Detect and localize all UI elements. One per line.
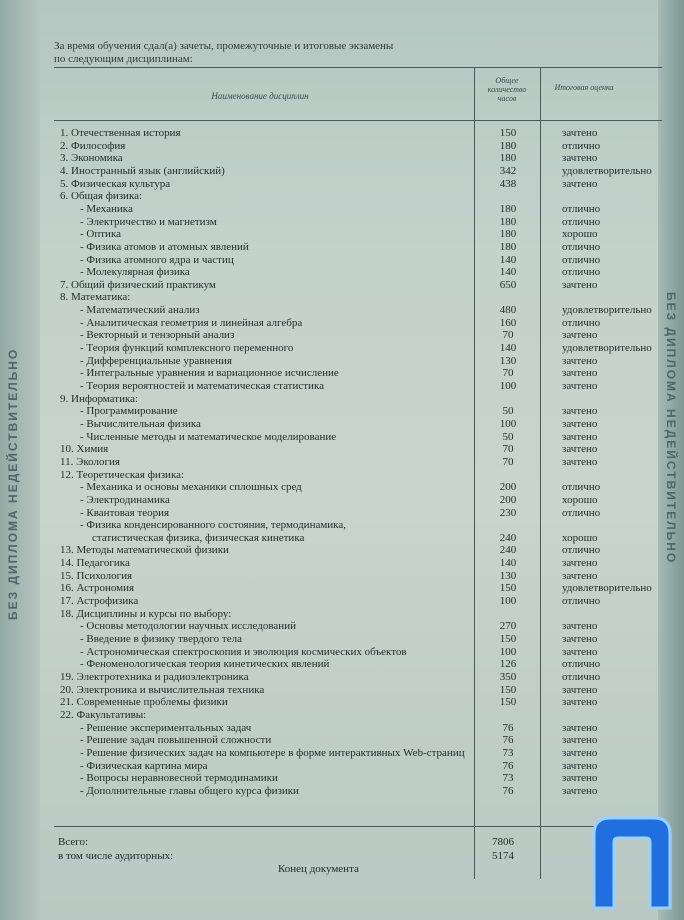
table-row [0,595,684,608]
discipline-grade: зачтено [562,405,598,417]
discipline-name: 20. Электроника и вычислительная техника [60,684,265,696]
discipline-grade: зачтено [562,355,598,367]
discipline-grade: зачтено [562,620,598,632]
table-row [0,342,684,355]
discipline-hours: 140 [499,342,517,354]
discipline-name: 14. Педагогика [60,557,130,569]
discipline-hours: 150 [499,127,517,139]
table-row [0,785,684,798]
discipline-hours: 100 [499,646,517,658]
discipline-grade: хорошо [562,532,598,544]
discipline-grade: зачтено [562,456,598,468]
auditory-label: в том числе аудиторных: [58,850,174,862]
discipline-hours: 438 [499,178,517,190]
discipline-grade: зачтено [562,722,598,734]
header-grade: Итоговая оценка [554,83,614,92]
discipline-name: - Физика атомного ядра и частиц [80,254,234,266]
discipline-grade: зачтено [562,684,598,696]
discipline-name: статистическая физика, физическая кинетика [92,532,305,544]
discipline-grade: отлично [562,254,601,266]
discipline-name: 10. Химия [60,443,109,455]
discipline-name: 13. Методы математической физики [60,544,229,556]
discipline-name: - Вычислительная физика [80,418,201,430]
discipline-hours: 270 [499,620,517,632]
table-row [0,367,684,380]
discipline-name: 5. Физическая культура [60,178,171,190]
table-row [0,456,684,469]
discipline-hours: 200 [499,494,517,506]
discipline-hours: 200 [499,481,517,493]
table-row [0,241,684,254]
table-row [0,380,684,393]
discipline-grade: отлично [562,671,601,683]
discipline-name: 16. Астрономия [60,582,135,594]
logo-shape [594,818,670,908]
discipline-name: 2. Философия [60,140,126,152]
discipline-grade: отлично [562,658,601,670]
table-header-rule [54,120,662,121]
discipline-grade: отлично [562,241,601,253]
side-text-right: БЕЗ ДИПЛОМА НЕДЕЙСТВИТЕЛЬНО [664,292,678,565]
table-row [0,772,684,785]
auditory-value: 5174 [492,850,514,862]
table-row [0,481,684,494]
discipline-grade: отлично [562,317,601,329]
discipline-name: - Квантовая теория [80,507,170,519]
discipline-hours: 130 [499,570,517,582]
discipline-name: - Численные методы и математическое моделирование [80,431,337,443]
discipline-hours: 180 [499,140,517,152]
discipline-name: - Интегральные уравнения и вариационное исчисление [80,367,339,379]
discipline-hours: 160 [499,317,517,329]
table-row [0,443,684,456]
table-row [0,405,684,418]
discipline-name: - Электродинамика [80,494,170,506]
discipline-hours: 100 [499,595,517,607]
discipline-name: - Физическая картина мира [80,760,208,772]
discipline-name: - Программирование [80,405,178,417]
discipline-name: 8. Математика: [60,291,131,303]
table-row [0,709,684,722]
discipline-grade: удовлетворительно [562,304,652,316]
discipline-hours: 180 [499,152,517,164]
discipline-hours: 76 [502,734,514,746]
discipline-name: - Векторный и тензорный анализ [80,329,235,341]
discipline-hours: 140 [499,557,517,569]
discipline-grade: зачтено [562,367,598,379]
table-row [0,127,684,140]
discipline-name: 12. Теоретическая физика: [60,469,185,481]
table-row [0,696,684,709]
discipline-name: - Электричество и магнетизм [80,216,217,228]
discipline-hours: 240 [499,544,517,556]
discipline-grade: зачтено [562,380,598,392]
discipline-hours: 70 [502,456,514,468]
table-row [0,291,684,304]
discipline-grade: удовлетворительно [562,342,652,354]
discipline-name: - Дифференциальные уравнения [80,355,232,367]
discipline-name: 18. Дисциплины и курсы по выбору: [60,608,232,620]
discipline-grade: удовлетворительно [562,165,652,177]
discipline-name: - Аналитическая геометрия и линейная алгебра [80,317,303,329]
discipline-grade: отлично [562,203,601,215]
discipline-grade: зачтено [562,152,598,164]
discipline-grade: зачтено [562,279,598,291]
discipline-name: 4. Иностранный язык (английский) [60,165,225,177]
end-of-document: Конец документа [278,863,359,875]
discipline-hours: 76 [502,760,514,772]
table-row [0,633,684,646]
discipline-hours: 150 [499,684,517,696]
discipline-grade: зачтено [562,178,598,190]
discipline-hours: 70 [502,329,514,341]
discipline-grade: зачтено [562,734,598,746]
table-row [0,734,684,747]
discipline-hours: 150 [499,633,517,645]
discipline-name: - Основы методологии научных исследований [80,620,296,632]
table-row [0,747,684,760]
intro-text [54,40,393,66]
discipline-grade: зачтено [562,443,598,455]
discipline-grade: зачтено [562,557,598,569]
discipline-name: 7. Общий физический практикум [60,279,216,291]
discipline-name: - Дополнительные главы общего курса физики [80,785,299,797]
discipline-hours: 180 [499,241,517,253]
discipline-grade: зачтено [562,570,598,582]
discipline-hours: 70 [502,367,514,379]
discipline-grade: удовлетворительно [562,582,652,594]
discipline-hours: 180 [499,228,517,240]
discipline-name: - Астрономическая спектроскопия и эволюция космических объектов [80,646,407,658]
discipline-grade: зачтено [562,127,598,139]
table-row [0,494,684,507]
discipline-name: 11. Экология [60,456,120,468]
discipline-name: - Решение экспериментальных задач [80,722,252,734]
table-row [0,203,684,216]
table-row [0,671,684,684]
discipline-name: - Механика и основы механики сплошных сред [80,481,302,493]
table-row [0,418,684,431]
table-row [0,620,684,633]
table-row [0,544,684,557]
table-row [0,557,684,570]
header-discipline: Наименование дисциплин [211,91,309,101]
discipline-grade: зачтено [562,696,598,708]
discipline-grade: хорошо [562,228,598,240]
discipline-name: - Вопросы неравновесной термодинамики [80,772,278,784]
discipline-name: - Механика [80,203,133,215]
discipline-grade: зачтено [562,785,598,797]
table-row [0,190,684,203]
discipline-grade: зачтено [562,418,598,430]
discipline-hours: 50 [502,431,514,443]
discipline-hours: 350 [499,671,517,683]
discipline-name: 15. Психология [60,570,133,582]
discipline-hours: 140 [499,266,517,278]
discipline-hours: 100 [499,380,517,392]
discipline-name: 22. Факультативы: [60,709,147,721]
table-row [0,519,684,532]
discipline-hours: 73 [502,747,514,759]
discipline-name: 3. Экономика [60,152,123,164]
table-row [0,165,684,178]
discipline-name: 1. Отечественная история [60,127,181,139]
discipline-name: - Математический анализ [80,304,200,316]
discipline-name: - Физика атомов и атомных явлений [80,241,249,253]
discipline-grade: отлично [562,481,601,493]
discipline-name: - Решение задач повышенной сложности [80,734,272,746]
watermark-logo-icon [588,812,676,910]
intro-line-1: За время обучения сдал(а) зачеты, промежуточные и итоговые экзамены [54,40,394,52]
discipline-hours: 230 [499,507,517,519]
discipline-grade: зачтено [562,329,598,341]
discipline-hours: 342 [499,165,517,177]
discipline-grade: отлично [562,507,601,519]
discipline-name: 6. Общая физика: [60,190,143,202]
table-bottom-rule [54,826,662,827]
discipline-name: - Физика конденсированного состояния, термодинамика, [80,519,346,531]
discipline-grade: зачтено [562,431,598,443]
discipline-name: 21. Современные проблемы физики [60,696,228,708]
intro-line-2: по следующим дисциплинам: [54,53,193,65]
discipline-hours: 130 [499,355,517,367]
discipline-grade: зачтено [562,747,598,759]
discipline-grade: зачтено [562,646,598,658]
discipline-hours: 76 [502,722,514,734]
discipline-name: 17. Астрофизика [60,595,139,607]
discipline-name: - Оптика [80,228,121,240]
table-row [0,582,684,595]
discipline-hours: 73 [502,772,514,784]
discipline-hours: 480 [499,304,517,316]
discipline-name: - Теория функций комплексного переменного [80,342,294,354]
discipline-grade: зачтено [562,760,598,772]
table-row [0,152,684,165]
discipline-name: 19. Электротехника и радиоэлектроника [60,671,249,683]
discipline-name: - Введение в физику твердого тела [80,633,242,645]
discipline-name: - Феноменологическая теория кинетических явлений [80,658,330,670]
discipline-grade: зачтено [562,633,598,645]
discipline-name: 9. Информатика: [60,393,139,405]
discipline-grade: отлично [562,216,601,228]
discipline-hours: 240 [499,532,517,544]
discipline-grade: отлично [562,544,601,556]
discipline-hours: 150 [499,696,517,708]
total-value: 7806 [492,836,514,848]
table-row [0,329,684,342]
table-row [0,266,684,279]
discipline-grade: отлично [562,140,601,152]
discipline-hours: 100 [499,418,517,430]
discipline-name: - Решение физических задач на компьютере в форме интерактивных Web-страниц [80,747,465,759]
total-label: Всего: [58,836,89,848]
discipline-hours: 70 [502,443,514,455]
discipline-hours: 50 [502,405,514,417]
header-hours: Общее количество часов [487,76,527,103]
discipline-hours: 140 [499,254,517,266]
discipline-grade: хорошо [562,494,598,506]
discipline-name: - Теория вероятностей и математическая статистика [80,380,325,392]
table-row [0,304,684,317]
discipline-hours: 126 [499,658,517,670]
side-text-left: БЕЗ ДИПЛОМА НЕДЕЙСТВИТЕЛЬНО [6,347,20,620]
discipline-name: - Молекулярная физика [80,266,190,278]
table-top-rule [54,67,662,68]
discipline-hours: 180 [499,216,517,228]
discipline-hours: 76 [502,785,514,797]
discipline-hours: 180 [499,203,517,215]
table-row [0,228,684,241]
discipline-grade: отлично [562,595,601,607]
table-row [0,658,684,671]
discipline-grade: отлично [562,266,601,278]
discipline-hours: 650 [499,279,517,291]
discipline-grade: зачтено [562,772,598,784]
discipline-hours: 150 [499,582,517,594]
